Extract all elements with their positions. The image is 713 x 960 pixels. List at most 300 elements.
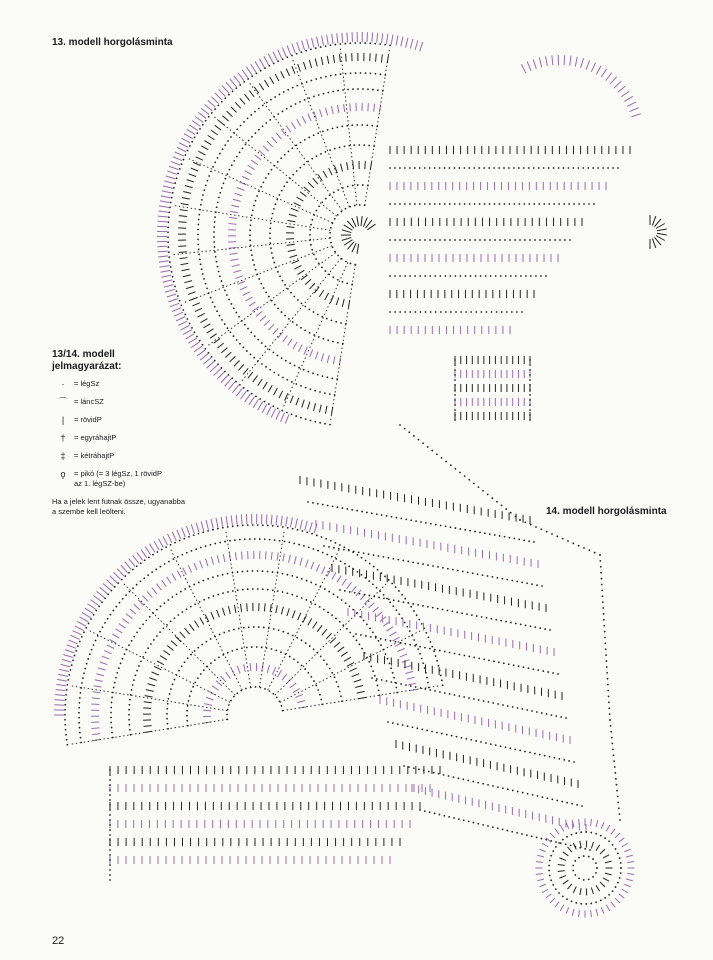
model14-lace-chain: [558, 758, 560, 760]
model14-chain-ring: [315, 584, 317, 586]
model14-motif-ring: [579, 910, 580, 917]
model13-lace-chain: [458, 167, 460, 169]
model13-spoke: [240, 258, 341, 382]
model14-chain-ring: [231, 650, 233, 652]
model13-lace-chain: [444, 167, 446, 169]
model14-stitch-ring: [203, 710, 211, 711]
model14-lace-chain: [442, 567, 444, 569]
model14-chain-ring: [129, 699, 131, 701]
model14-motif-chain: [592, 876, 594, 878]
model13-chain-ring: [169, 261, 171, 263]
model14-stitch-ring: [172, 574, 176, 581]
model14-edge: [601, 584, 603, 586]
model14-stitch-ring: [290, 683, 296, 688]
model13-stitch-ring: [231, 205, 239, 207]
model14-lace-chain: [373, 596, 375, 598]
model13-chain-ring: [216, 310, 218, 312]
model13-chain-ring: [313, 96, 315, 98]
model14-chain-ring: [331, 614, 333, 616]
model14-lace-chain: [337, 506, 339, 508]
model14-lace-chain: [450, 526, 452, 528]
model14-chain-ring: [257, 588, 259, 590]
model13-stitch-ring: [187, 180, 195, 182]
model13-stitch-ring: [294, 265, 301, 269]
model13-chain-ring: [341, 281, 343, 283]
model14-lace-chain: [482, 574, 484, 576]
model14-chain-ring: [372, 670, 374, 672]
model13-outer-edge: [420, 42, 423, 52]
model13-outer-edge: [163, 280, 173, 282]
model14-chain-ring: [314, 603, 316, 605]
model14-edge: [602, 607, 604, 609]
model13-lace-chain: [524, 239, 526, 241]
model13-stitch-ring: [315, 59, 317, 67]
model14-lace-chain: [444, 692, 446, 694]
model13-center-fan: [363, 217, 367, 226]
model13-chain-ring: [252, 210, 254, 212]
model14-chain-ring: [85, 627, 87, 629]
model14-chain-ring: [172, 683, 174, 685]
model13-chain-ring: [212, 166, 214, 168]
model14-lace-chain: [488, 701, 490, 703]
model13-outer-edge: [208, 101, 215, 108]
model14-chain-ring: [293, 543, 295, 545]
model14-chain-ring: [166, 708, 168, 710]
model14-chain-ring: [136, 584, 138, 586]
model13-chain-ring: [295, 103, 297, 105]
model14-edge: [603, 625, 605, 627]
model14-chain-ring: [227, 573, 229, 575]
model14-lace-chain: [427, 564, 429, 566]
model13-right-edge: [624, 96, 633, 101]
legend-row-short: [52, 415, 242, 433]
model13-outer-edge: [160, 266, 170, 268]
model14-lace-chain: [475, 740, 477, 742]
model13-lace-chain: [460, 311, 462, 313]
model13-chain-ring: [340, 322, 342, 324]
model13-chain-ring: [265, 122, 267, 124]
model13-chain-ring: [214, 221, 216, 223]
model14-lace-chain: [556, 800, 558, 802]
model13-chain-ring: [244, 324, 246, 326]
model14-stitch-ring: [183, 568, 187, 575]
model13-stitch-ring: [233, 199, 241, 201]
model13-chain-ring: [299, 101, 301, 103]
model14-chain-ring: [261, 646, 263, 648]
model13-outer-edge: [317, 37, 319, 47]
model13-center-fan: [342, 238, 352, 241]
model14-lace-chain: [351, 509, 353, 511]
model14-motif-ring: [600, 882, 605, 887]
model13-chain-ring: [357, 88, 359, 90]
model13-lace-chain: [434, 203, 436, 205]
model14-stitch-ring: [221, 676, 226, 682]
model13-chain-ring: [179, 300, 181, 302]
short-stitch-icon: |: [61, 415, 65, 425]
model14-motif-ring: [611, 902, 615, 908]
model14-motif-ring: [615, 833, 620, 838]
model14-motif-chain: [595, 833, 597, 835]
model14-lace-chain: [526, 834, 528, 836]
model14-lace-chain: [510, 622, 512, 624]
model13-chain-ring: [371, 125, 373, 127]
model13-stitch-ring: [303, 62, 305, 70]
model13-lace-chain: [478, 167, 480, 169]
model14-chain-ring: [339, 691, 341, 693]
model14-stitch-ring: [216, 681, 222, 686]
model14-stitch-ring: [185, 628, 190, 634]
model13-chain-ring: [173, 281, 175, 283]
model14-edge: [487, 494, 489, 496]
model14-chain-ring: [210, 544, 212, 546]
model14-lace-chain: [507, 830, 509, 832]
model13-stitch-ring: [265, 80, 269, 87]
model14-chain-ring: [184, 661, 186, 663]
model13-chain-ring: [203, 278, 205, 280]
model13-chain-ring: [304, 99, 306, 101]
model13-outer-edge: [238, 73, 244, 81]
model13-stitch-ring: [296, 398, 299, 405]
model13-outer-edge: [332, 34, 333, 44]
model14-lace-chain: [361, 511, 363, 513]
model14-motif-ring: [606, 825, 610, 831]
model14-lace-chain: [443, 815, 445, 817]
model14-motif-ring: [536, 862, 543, 863]
model13-stitch-ring: [296, 197, 303, 201]
model14-lace-chain: [541, 712, 543, 714]
model14-lace-chain: [439, 814, 441, 816]
model14-outer-edge: [100, 587, 108, 593]
model13-stitch-ring: [281, 71, 284, 78]
model14-lace-chain: [521, 833, 523, 835]
model14-chain-ring: [111, 702, 113, 704]
model13-chain-ring: [322, 338, 324, 340]
model14-edge: [611, 743, 613, 745]
model14-lace-chain: [487, 784, 489, 786]
model14-chain-ring: [167, 703, 169, 705]
model14-outer-edge: [110, 576, 117, 583]
model14-edge: [619, 819, 621, 821]
model14-outer-edge: [221, 517, 223, 527]
model14-left-edge: [109, 824, 111, 826]
model14-lace-chain: [517, 707, 519, 709]
model14-lace-chain: [532, 668, 534, 670]
model13-chain-ring: [250, 244, 252, 246]
model13-lace-chain: [424, 239, 426, 241]
model14-chain-ring: [328, 591, 330, 593]
model13-center-fan: [342, 230, 352, 233]
model14-chain-ring: [361, 574, 363, 576]
model14-lace-chain: [416, 727, 418, 729]
model14-chain-ring: [282, 573, 284, 575]
model13-chain-ring: [275, 203, 277, 205]
model13-chain-ring: [326, 376, 328, 378]
model13-chain-ring: [250, 249, 252, 251]
model14-lace-chain: [481, 616, 483, 618]
model14-lace-chain: [413, 767, 415, 769]
model13-stitch-ring: [188, 292, 196, 295]
model13-stitch-ring: [263, 382, 267, 389]
model14-stitch-ring: [292, 610, 295, 617]
model14-lace-chain: [408, 766, 410, 768]
model14-motif-ring: [539, 849, 545, 852]
model13-lace-chain: [518, 167, 520, 169]
model13-chain-ring: [268, 173, 270, 175]
model13-lace-chain: [582, 167, 584, 169]
model14-chain-ring: [380, 644, 382, 646]
model13-chain-ring: [280, 157, 282, 159]
model13-chain-ring: [326, 318, 328, 320]
model13-chain-ring: [374, 43, 376, 45]
model13-chain-ring: [179, 168, 181, 170]
model13-lace-chain: [578, 203, 580, 205]
model14-chain-ring: [296, 637, 298, 639]
model13-lace-chain: [414, 167, 416, 169]
model13-chain-ring: [251, 393, 253, 395]
model14-lace-chain: [531, 835, 533, 837]
model13-stitch-ring: [239, 182, 246, 185]
model14-lace-chain: [385, 639, 387, 641]
model13-chain-ring: [249, 229, 251, 231]
model13-chain-ring: [290, 105, 292, 107]
model13-lace-chain: [399, 167, 401, 169]
model13-stitch-ring: [286, 126, 290, 133]
model14-left-edge: [109, 814, 111, 816]
model13-lace-chain: [439, 203, 441, 205]
model14-chain-ring: [187, 705, 189, 707]
model14-motif-chain: [578, 877, 580, 879]
model13-lace-chain: [506, 311, 508, 313]
model14-lace-chain: [497, 786, 499, 788]
model13-chain-ring: [183, 159, 185, 161]
model14-stitch-ring: [322, 567, 325, 574]
model13-stitch-ring: [230, 259, 238, 261]
model13-chain-ring: [213, 231, 215, 233]
model14-motif-chain: [595, 872, 597, 874]
model14-chain-ring: [93, 644, 95, 646]
model14-stitch-ring: [162, 580, 167, 587]
model14-edge: [603, 619, 605, 621]
model13-chain-ring: [288, 318, 290, 320]
model14-motif-chain: [620, 862, 622, 864]
model14-lace-chain: [327, 505, 329, 507]
model13-lace-chain: [592, 167, 594, 169]
model14-chain-ring: [395, 586, 397, 588]
model13-lace-chain: [465, 311, 467, 313]
model13-chain-ring: [279, 275, 281, 277]
legend-pico-line1: = pikó (= 3 légSz, 1 rövidP: [74, 469, 162, 478]
model13-lace-chain: [389, 275, 391, 277]
model14-motif-ring: [550, 898, 555, 903]
model14-chain-ring: [364, 577, 366, 579]
model13-outer-edge: [259, 59, 264, 68]
model14-lace-chain: [502, 829, 504, 831]
model14-lace-chain: [518, 665, 520, 667]
model13-side-fan: [654, 219, 660, 227]
model13-lace-chain: [394, 203, 396, 205]
model14-outer-edge: [145, 547, 150, 555]
model14-chain-ring: [153, 639, 155, 641]
model14-edge: [510, 512, 512, 514]
model14-chain-ring: [168, 561, 170, 563]
model13-chain-ring: [250, 224, 252, 226]
model14-chain-ring: [143, 577, 145, 579]
model14-chain-ring: [132, 569, 134, 571]
model14-edge: [606, 660, 608, 662]
model13-stitch-ring: [272, 137, 277, 143]
model14-chain-ring: [248, 626, 250, 628]
model13-stitch-ring: [198, 151, 205, 155]
model13-chain-ring: [308, 97, 310, 99]
model14-motif-ring: [567, 884, 571, 889]
model13-stitch-ring: [229, 247, 237, 248]
model13-lace-chain: [514, 239, 516, 241]
model14-chain-ring: [311, 533, 313, 535]
model14-lace-chain: [355, 633, 357, 635]
model14-stitch-ring: [115, 629, 122, 633]
model13-stitch-ring: [302, 400, 305, 408]
model14-lace-chain: [502, 704, 504, 706]
model14-chain-ring: [342, 624, 344, 626]
model14-chain-ring: [419, 653, 421, 655]
model14-motif-chain: [596, 867, 598, 869]
model14-chain-ring: [254, 538, 256, 540]
model13-chain-ring: [236, 339, 238, 341]
model13-chain-ring: [254, 132, 256, 134]
model13-chain-ring: [214, 216, 216, 218]
model14-lace-chain: [364, 594, 366, 596]
model13-outer-edge: [226, 82, 233, 90]
model14-chain-ring: [339, 621, 341, 623]
model13-right-edge: [601, 69, 606, 77]
model13-chain-ring: [205, 283, 207, 285]
model14-motif-ring: [563, 852, 569, 856]
model13-stitch-ring: [376, 54, 377, 62]
model14-lace-chain: [417, 604, 419, 606]
model14-chain-ring: [428, 636, 430, 638]
model14-motif-ring: [559, 876, 566, 879]
model14-outer-edge: [82, 613, 91, 618]
model13-stitch-ring: [240, 98, 245, 104]
model14-stitch-ring: [235, 552, 236, 560]
model14-chain-ring: [195, 548, 197, 550]
model14-stitch-ring: [223, 554, 225, 562]
model14-chain-ring: [164, 563, 166, 565]
model14-chain-ring: [160, 605, 162, 607]
model13-chain-ring: [339, 43, 341, 45]
model13-lace-chain: [399, 311, 401, 313]
model14-chain-ring: [64, 714, 66, 716]
model14-stitch-ring: [200, 561, 203, 569]
model14-stitch-ring: [356, 590, 361, 596]
model13-chain-ring: [347, 186, 349, 188]
model14-motif-ring: [566, 822, 569, 828]
model13-outer-edge: [161, 275, 171, 277]
model14-chain-ring: [66, 689, 68, 691]
model13-lace-chain: [484, 239, 486, 241]
model13-chain-ring: [273, 208, 275, 210]
model13-chain-ring: [342, 89, 344, 91]
model14-left-edge: [109, 839, 111, 841]
model13-spoke: [330, 265, 355, 423]
model13-stitch-ring: [260, 316, 266, 321]
model13-outer-edge: [187, 129, 196, 134]
model14-lace-chain: [483, 700, 485, 702]
model13-stitch-ring: [248, 372, 253, 378]
model13-stitch-ring: [313, 178, 318, 184]
model14-edge: [613, 754, 615, 756]
model14-chain-ring: [326, 554, 328, 556]
model13-chain-ring: [327, 92, 329, 94]
model13-chain-ring: [260, 70, 262, 72]
model14-chain-ring: [353, 635, 355, 637]
model14-motif-chain: [620, 867, 622, 869]
model14-chain-ring: [152, 554, 154, 556]
model13-outer-edge: [251, 64, 256, 72]
model14-edge: [616, 790, 618, 792]
model14-chain-ring: [201, 644, 203, 646]
model13-stitch-ring: [184, 281, 192, 283]
model13-right-edge: [533, 59, 536, 68]
model13-chain-ring: [260, 283, 262, 285]
model14-motif-chain: [571, 834, 573, 836]
model14-lace-chain: [534, 626, 536, 628]
model14-chain-ring: [247, 588, 249, 590]
model14-chain-ring: [368, 661, 370, 663]
model14-chain-ring: [433, 650, 435, 652]
model14-chain-ring: [136, 565, 138, 567]
model14-outer-edge: [54, 705, 64, 706]
model13-outer-edge: [183, 330, 192, 335]
model14-chain-ring: [442, 684, 444, 686]
model13-outer-edge: [276, 411, 280, 420]
model13-lace-chain: [548, 203, 550, 205]
model14-chain-ring: [219, 542, 221, 544]
model14-edge: [551, 533, 553, 535]
model14-lace-chain: [504, 536, 506, 538]
model13-chain-ring: [201, 268, 203, 270]
model13-lace-chain: [548, 167, 550, 169]
model14-lace-chain: [468, 821, 470, 823]
model13-outer-edge: [215, 93, 222, 100]
model14-outer-edge: [216, 518, 218, 528]
model13-chain-ring: [335, 321, 337, 323]
model14-stitch-ring: [206, 697, 214, 700]
model14-chain-ring: [305, 599, 307, 601]
model14-lace-chain: [523, 666, 525, 668]
model14-lace-chain: [560, 842, 562, 844]
model13-lace-chain: [559, 239, 561, 241]
model13-outer-edge: [170, 303, 179, 307]
model14-motif-ring: [624, 849, 630, 852]
model13-outer-edge: [184, 134, 193, 139]
model14-lace-chain: [439, 691, 441, 693]
model14-motif-ring: [622, 843, 628, 847]
model13-chain-ring: [224, 97, 226, 99]
model13-stitch-ring: [333, 55, 334, 63]
model14-motif-chain: [555, 846, 557, 848]
model14-motif-chain: [604, 897, 606, 899]
model13-outer-edge: [401, 37, 403, 47]
model14-motif-ring: [567, 847, 571, 852]
model13-chain-ring: [324, 392, 326, 394]
model14-edge: [602, 595, 604, 597]
model13-lace-chain: [419, 203, 421, 205]
model14-lace-chain: [570, 845, 572, 847]
model13-stitch-ring: [214, 338, 220, 343]
model14-chain-ring: [421, 623, 423, 625]
model14-edge: [611, 737, 613, 739]
